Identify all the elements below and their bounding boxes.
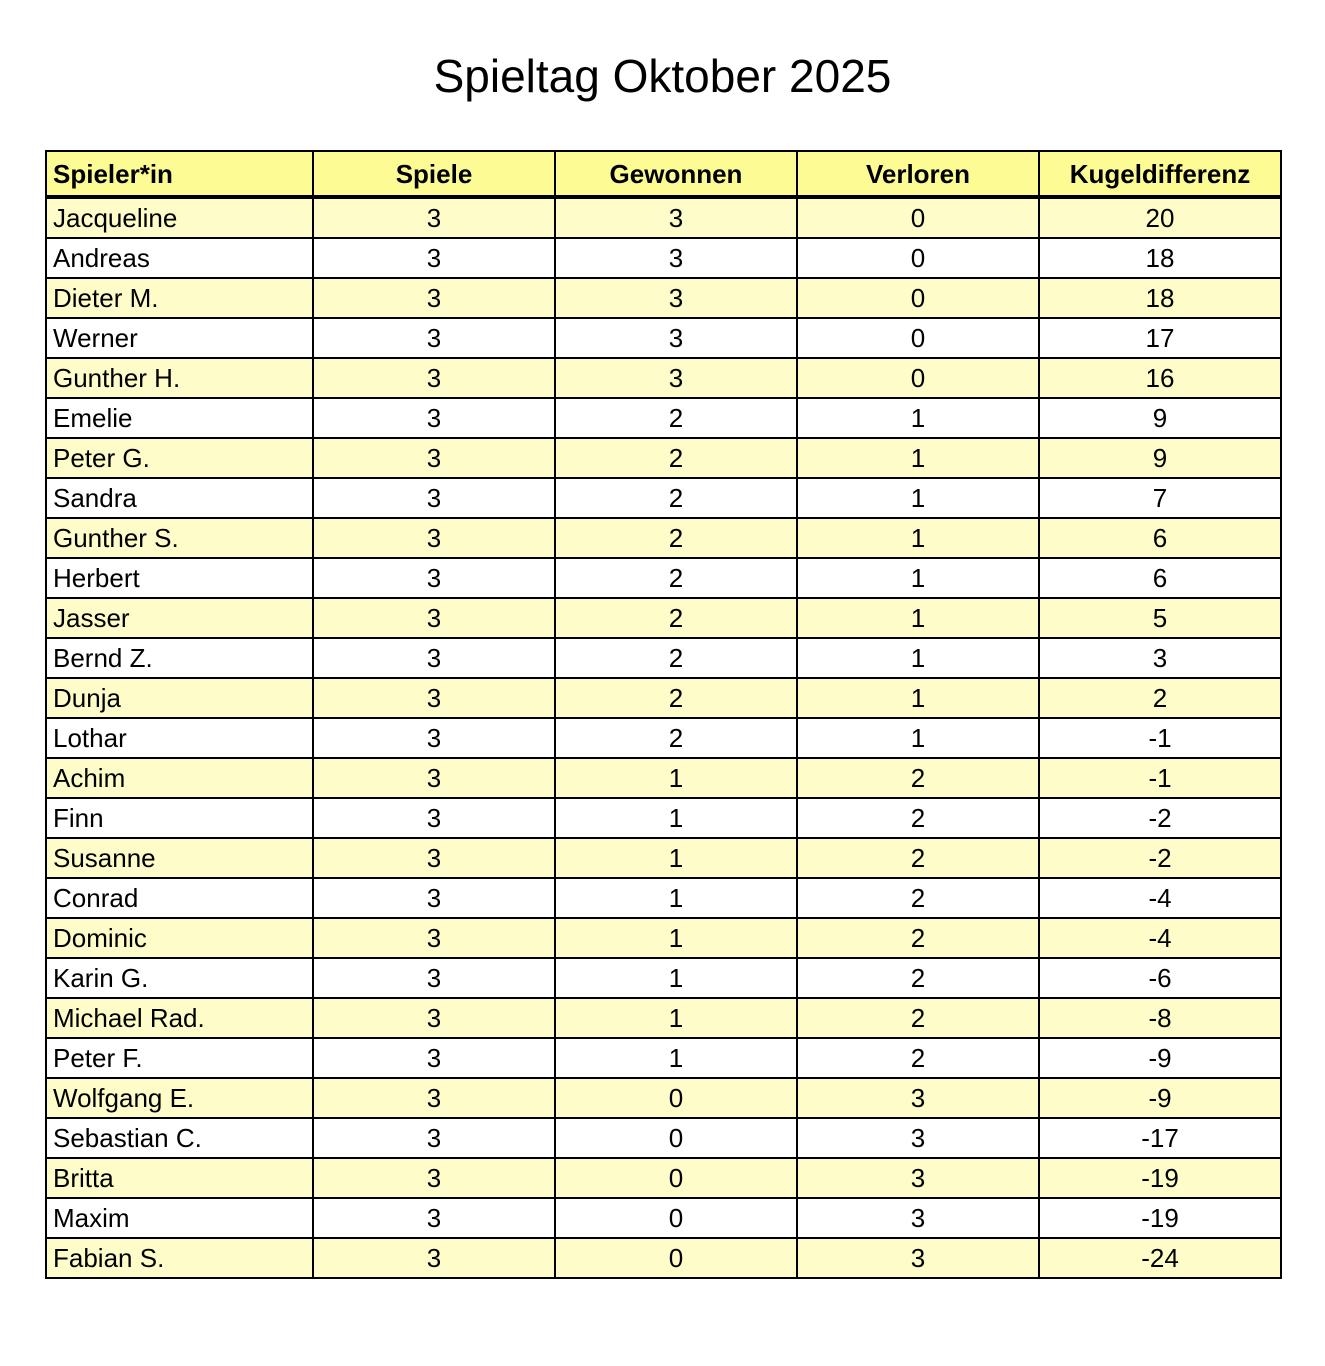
table-row (46, 678, 1281, 718)
table-row (46, 1038, 1281, 1078)
ball-difference-cell: 16 (1039, 358, 1281, 398)
games-cell: 3 (313, 238, 555, 278)
table-row (46, 918, 1281, 958)
ball-difference-cell: -2 (1039, 798, 1281, 838)
lost-cell: 0 (797, 238, 1039, 278)
player-name-cell: Michael Rad. (46, 998, 313, 1038)
won-cell: 0 (555, 1158, 797, 1198)
won-cell: 1 (555, 958, 797, 998)
won-cell: 2 (555, 678, 797, 718)
ball-difference-cell: -2 (1039, 838, 1281, 878)
table-row (46, 638, 1281, 678)
won-cell: 3 (555, 238, 797, 278)
page-title: Spieltag Oktober 2025 (433, 50, 892, 102)
won-cell: 1 (555, 758, 797, 798)
won-cell: 1 (555, 878, 797, 918)
player-name-cell: Finn (46, 798, 313, 838)
won-cell: 2 (555, 478, 797, 518)
lost-cell: 2 (797, 918, 1039, 958)
won-cell: 1 (555, 1038, 797, 1078)
player-name-cell: Dominic (46, 918, 313, 958)
table-row (46, 1238, 1281, 1278)
table-row (46, 878, 1281, 918)
games-cell: 3 (313, 678, 555, 718)
table-row (46, 718, 1281, 758)
player-name-cell: Jacqueline (46, 197, 313, 238)
lost-cell: 2 (797, 798, 1039, 838)
player-name-cell: Herbert (46, 558, 313, 598)
games-cell: 3 (313, 438, 555, 478)
ball-difference-cell: -24 (1039, 1238, 1281, 1278)
games-cell: 3 (313, 718, 555, 758)
ball-difference-cell: 18 (1039, 238, 1281, 278)
lost-cell: 0 (797, 358, 1039, 398)
won-cell: 0 (555, 1118, 797, 1158)
games-cell: 3 (313, 278, 555, 318)
games-cell: 3 (313, 798, 555, 838)
games-cell: 3 (313, 1038, 555, 1078)
player-name-cell: Susanne (46, 838, 313, 878)
player-name-cell: Dunja (46, 678, 313, 718)
column-header-spieler: Spieler*in (46, 151, 313, 197)
player-name-cell: Peter G. (46, 438, 313, 478)
player-name-cell: Bernd Z. (46, 638, 313, 678)
lost-cell: 1 (797, 438, 1039, 478)
won-cell: 3 (555, 197, 797, 238)
games-cell: 3 (313, 358, 555, 398)
player-name-cell: Werner (46, 318, 313, 358)
table-row (46, 278, 1281, 318)
ball-difference-cell: -4 (1039, 918, 1281, 958)
player-name-cell: Gunther S. (46, 518, 313, 558)
player-name-cell: Achim (46, 758, 313, 798)
lost-cell: 2 (797, 958, 1039, 998)
won-cell: 2 (555, 598, 797, 638)
games-cell: 3 (313, 1238, 555, 1278)
lost-cell: 1 (797, 678, 1039, 718)
table-row (46, 398, 1281, 438)
games-cell: 3 (313, 1118, 555, 1158)
table-row (46, 1078, 1281, 1118)
games-cell: 3 (313, 318, 555, 358)
ball-difference-cell: 9 (1039, 438, 1281, 478)
table-row (46, 438, 1281, 478)
games-cell: 3 (313, 958, 555, 998)
won-cell: 0 (555, 1238, 797, 1278)
ball-difference-cell: -9 (1039, 1038, 1281, 1078)
lost-cell: 2 (797, 878, 1039, 918)
table-row (46, 1198, 1281, 1238)
lost-cell: 3 (797, 1158, 1039, 1198)
ranking-table-body (46, 197, 1281, 1278)
games-cell: 3 (313, 1078, 555, 1118)
ball-difference-cell: -8 (1039, 998, 1281, 1038)
player-name-cell: Karin G. (46, 958, 313, 998)
games-cell: 3 (313, 518, 555, 558)
ball-difference-cell: 5 (1039, 598, 1281, 638)
lost-cell: 1 (797, 598, 1039, 638)
table-row (46, 758, 1281, 798)
ball-difference-cell: 9 (1039, 398, 1281, 438)
lost-cell: 0 (797, 318, 1039, 358)
lost-cell: 1 (797, 638, 1039, 678)
player-name-cell: Sandra (46, 478, 313, 518)
won-cell: 0 (555, 1198, 797, 1238)
ball-difference-cell: 17 (1039, 318, 1281, 358)
lost-cell: 1 (797, 558, 1039, 598)
lost-cell: 3 (797, 1238, 1039, 1278)
ball-difference-cell: 3 (1039, 638, 1281, 678)
won-cell: 2 (555, 398, 797, 438)
player-name-cell: Lothar (46, 718, 313, 758)
ball-difference-cell: -9 (1039, 1078, 1281, 1118)
won-cell: 2 (555, 638, 797, 678)
ranking-table (45, 150, 1282, 1279)
won-cell: 0 (555, 1078, 797, 1118)
ball-difference-cell: -4 (1039, 878, 1281, 918)
games-cell: 3 (313, 878, 555, 918)
ball-difference-cell: 20 (1039, 197, 1281, 238)
table-row (46, 598, 1281, 638)
lost-cell: 2 (797, 758, 1039, 798)
player-name-cell: Andreas (46, 238, 313, 278)
ball-difference-cell: -17 (1039, 1118, 1281, 1158)
table-row (46, 1158, 1281, 1198)
won-cell: 3 (555, 278, 797, 318)
table-row (46, 238, 1281, 278)
games-cell: 3 (313, 998, 555, 1038)
ball-difference-cell: 2 (1039, 678, 1281, 718)
won-cell: 2 (555, 438, 797, 478)
table-row (46, 1118, 1281, 1158)
ball-difference-cell: -6 (1039, 958, 1281, 998)
column-header-verloren: Verloren (797, 151, 1039, 197)
ball-difference-cell: 6 (1039, 558, 1281, 598)
won-cell: 1 (555, 798, 797, 838)
lost-cell: 2 (797, 838, 1039, 878)
lost-cell: 2 (797, 1038, 1039, 1078)
games-cell: 3 (313, 1198, 555, 1238)
table-row (46, 838, 1281, 878)
ball-difference-cell: -19 (1039, 1198, 1281, 1238)
player-name-cell: Wolfgang E. (46, 1078, 313, 1118)
table-row (46, 998, 1281, 1038)
table-row (46, 358, 1281, 398)
games-cell: 3 (313, 918, 555, 958)
games-cell: 3 (313, 1158, 555, 1198)
lost-cell: 3 (797, 1118, 1039, 1158)
table-row (46, 197, 1281, 238)
won-cell: 1 (555, 998, 797, 1038)
won-cell: 3 (555, 358, 797, 398)
ball-difference-cell: 6 (1039, 518, 1281, 558)
games-cell: 3 (313, 558, 555, 598)
lost-cell: 3 (797, 1078, 1039, 1118)
lost-cell: 1 (797, 398, 1039, 438)
ball-difference-cell: 18 (1039, 278, 1281, 318)
player-name-cell: Dieter M. (46, 278, 313, 318)
table-row (46, 318, 1281, 358)
games-cell: 3 (313, 197, 555, 238)
games-cell: 3 (313, 838, 555, 878)
lost-cell: 2 (797, 998, 1039, 1038)
player-name-cell: Conrad (46, 878, 313, 918)
ball-difference-cell: -1 (1039, 758, 1281, 798)
won-cell: 2 (555, 718, 797, 758)
table-row (46, 518, 1281, 558)
column-header-kugeldifferenz: Kugeldifferenz (1039, 151, 1281, 197)
lost-cell: 1 (797, 718, 1039, 758)
player-name-cell: Gunther H. (46, 358, 313, 398)
ball-difference-cell: -1 (1039, 718, 1281, 758)
won-cell: 2 (555, 518, 797, 558)
player-name-cell: Emelie (46, 398, 313, 438)
games-cell: 3 (313, 478, 555, 518)
lost-cell: 3 (797, 1198, 1039, 1238)
lost-cell: 1 (797, 518, 1039, 558)
lost-cell: 1 (797, 478, 1039, 518)
table-row (46, 958, 1281, 998)
player-name-cell: Peter F. (46, 1038, 313, 1078)
table-row (46, 478, 1281, 518)
games-cell: 3 (313, 758, 555, 798)
player-name-cell: Sebastian C. (46, 1118, 313, 1158)
player-name-cell: Britta (46, 1158, 313, 1198)
won-cell: 2 (555, 558, 797, 598)
column-header-spiele: Spiele (313, 151, 555, 197)
column-header-gewonnen: Gewonnen (555, 151, 797, 197)
table-row (46, 558, 1281, 598)
games-cell: 3 (313, 638, 555, 678)
lost-cell: 0 (797, 197, 1039, 238)
games-cell: 3 (313, 598, 555, 638)
player-name-cell: Jasser (46, 598, 313, 638)
ball-difference-cell: 7 (1039, 478, 1281, 518)
player-name-cell: Fabian S. (46, 1238, 313, 1278)
won-cell: 1 (555, 838, 797, 878)
won-cell: 1 (555, 918, 797, 958)
lost-cell: 0 (797, 278, 1039, 318)
won-cell: 3 (555, 318, 797, 358)
table-header-row (46, 151, 1281, 197)
games-cell: 3 (313, 398, 555, 438)
table-row (46, 798, 1281, 838)
ball-difference-cell: -19 (1039, 1158, 1281, 1198)
player-name-cell: Maxim (46, 1198, 313, 1238)
